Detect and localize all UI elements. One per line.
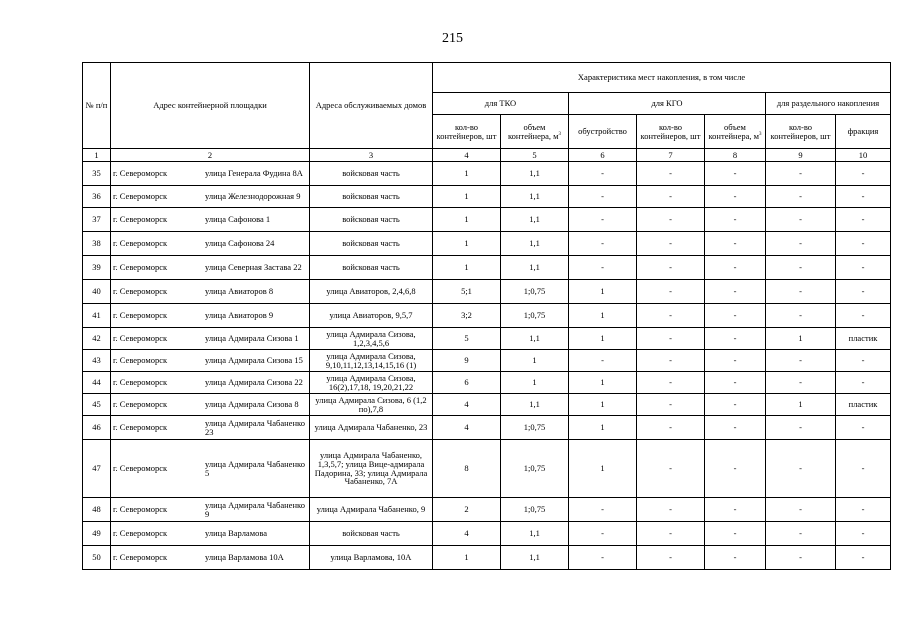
street-name: улица Адмирала Сизова 22 — [205, 377, 303, 388]
tko-count: 6 — [433, 372, 501, 394]
city-name: г. Североморск — [113, 214, 168, 225]
tko-volume: 1,1 — [501, 328, 569, 350]
kgo-count: - — [637, 546, 705, 570]
city-name: г. Североморск — [113, 463, 168, 474]
site-address — [111, 440, 310, 498]
sep-count: 1 — [766, 394, 836, 416]
site-address — [111, 280, 310, 304]
street-name: улица Варламова — [205, 528, 268, 539]
tko-volume: 1,1 — [501, 256, 569, 280]
row-number: 38 — [83, 232, 111, 256]
kgo-arrangement: 1 — [569, 440, 637, 498]
street-name: улица Сафонова 1 — [205, 214, 271, 225]
column-number: 7 — [637, 149, 705, 162]
served-houses: войсковая часть — [310, 522, 433, 546]
served-houses: улица Адмирала Сизова, 16(2),17,18, 19,20,21,22 — [310, 372, 433, 394]
street-name: улица Адмирала Чабаненко 5 — [205, 458, 305, 478]
tko-volume: 1,1 — [501, 522, 569, 546]
sep-fraction: пластик — [836, 328, 891, 350]
sep-fraction: - — [836, 162, 891, 186]
registry-table — [82, 62, 891, 570]
kgo-count: - — [637, 186, 705, 208]
header-kgo-volume: объем контейнера, $м^3$ — [705, 115, 766, 149]
tko-volume: 1;0,75 — [501, 440, 569, 498]
street-name: улица Адмирала Чабаненко 23 — [205, 417, 305, 437]
sep-fraction: - — [836, 416, 891, 440]
table-row — [83, 522, 891, 546]
table-row — [83, 546, 891, 570]
served-houses: войсковая часть — [310, 162, 433, 186]
kgo-count: - — [637, 522, 705, 546]
tko-count: 1 — [433, 208, 501, 232]
sep-fraction: - — [836, 522, 891, 546]
column-number: 1 — [83, 149, 111, 162]
city-name: г. Североморск — [113, 552, 168, 563]
sep-count: - — [766, 440, 836, 498]
kgo-volume: - — [705, 186, 766, 208]
city-name: г. Североморск — [113, 504, 168, 515]
sep-count: - — [766, 304, 836, 328]
kgo-count: - — [637, 256, 705, 280]
table-row — [83, 256, 891, 280]
sep-count: - — [766, 232, 836, 256]
kgo-volume: - — [705, 350, 766, 372]
header-tko-volume: объем контейнера, $м^3$ — [501, 115, 569, 149]
sep-count: - — [766, 416, 836, 440]
site-address — [111, 304, 310, 328]
column-number: 8 — [705, 149, 766, 162]
served-houses: улица Адмирала Чабаненко, 1,3,5,7; улица Вице-адмирала Падорина, 33; улица Адмирала Чабаненко, 7А — [310, 440, 433, 498]
city-name: г. Североморск — [113, 191, 168, 202]
row-number: 43 — [83, 350, 111, 372]
kgo-volume: - — [705, 372, 766, 394]
kgo-arrangement: 1 — [569, 304, 637, 328]
column-number: 4 — [433, 149, 501, 162]
header-tko: для ТКО — [433, 93, 569, 115]
kgo-arrangement: 1 — [569, 416, 637, 440]
served-houses: улица Варламова, 10А — [310, 546, 433, 570]
served-houses: улица Адмирала Чабаненко, 9 — [310, 498, 433, 522]
street-name: улица Авиаторов 9 — [205, 310, 274, 321]
sep-fraction: - — [836, 546, 891, 570]
tko-count: 1 — [433, 186, 501, 208]
street-name: улица Адмирала Сизова 1 — [205, 333, 299, 344]
sep-count: - — [766, 208, 836, 232]
tko-count: 2 — [433, 498, 501, 522]
tko-volume: 1,1 — [501, 162, 569, 186]
sep-count: - — [766, 350, 836, 372]
row-number: 48 — [83, 498, 111, 522]
kgo-count: - — [637, 350, 705, 372]
sep-fraction: пластик — [836, 394, 891, 416]
site-address — [111, 186, 310, 208]
tko-count: 4 — [433, 522, 501, 546]
city-name: г. Североморск — [113, 355, 168, 366]
kgo-volume: - — [705, 256, 766, 280]
table-body — [83, 162, 891, 570]
sep-fraction: - — [836, 304, 891, 328]
kgo-volume: - — [705, 162, 766, 186]
kgo-volume: - — [705, 304, 766, 328]
row-number: 47 — [83, 440, 111, 498]
sep-count: - — [766, 522, 836, 546]
sep-count: - — [766, 162, 836, 186]
city-name: г. Североморск — [113, 399, 168, 410]
kgo-arrangement: - — [569, 350, 637, 372]
sep-fraction: - — [836, 208, 891, 232]
street-name: улица Варламова 10А — [205, 552, 284, 563]
sep-fraction: - — [836, 440, 891, 498]
row-number: 35 — [83, 162, 111, 186]
kgo-volume: - — [705, 416, 766, 440]
kgo-arrangement: - — [569, 498, 637, 522]
row-number: 44 — [83, 372, 111, 394]
kgo-arrangement: 1 — [569, 372, 637, 394]
sep-count: - — [766, 280, 836, 304]
tko-count: 4 — [433, 416, 501, 440]
column-number: 5 — [501, 149, 569, 162]
header-characteristics: Характеристика мест накопления, в том числе — [433, 63, 891, 93]
header-served: Адреса обслуживаемых домов — [310, 63, 433, 149]
tko-volume: 1;0,75 — [501, 304, 569, 328]
header-kgo: для КГО — [569, 93, 766, 115]
tko-volume: 1 — [501, 350, 569, 372]
kgo-count: - — [637, 304, 705, 328]
kgo-volume: - — [705, 394, 766, 416]
served-houses: войсковая часть — [310, 186, 433, 208]
page-number: 215 — [442, 31, 463, 46]
kgo-count: - — [637, 328, 705, 350]
street-name: улица Адмирала Чабаненко 9 — [205, 499, 305, 519]
street-name: улица Адмирала Сизова 15 — [205, 355, 303, 366]
kgo-count: - — [637, 208, 705, 232]
row-number: 39 — [83, 256, 111, 280]
site-address — [111, 232, 310, 256]
tko-count: 3;2 — [433, 304, 501, 328]
tko-count: 1 — [433, 232, 501, 256]
kgo-volume: - — [705, 328, 766, 350]
kgo-count: - — [637, 162, 705, 186]
header-sep-count: кол-во контейнеров, шт — [766, 115, 836, 149]
sep-fraction: - — [836, 498, 891, 522]
row-number: 45 — [83, 394, 111, 416]
sep-fraction: - — [836, 372, 891, 394]
street-name: улица Генерала Фудина 8А — [205, 168, 303, 179]
kgo-arrangement: 1 — [569, 394, 637, 416]
header-tko-count: кол-во контейнеров, шт — [433, 115, 501, 149]
table-row — [83, 372, 891, 394]
kgo-arrangement: 1 — [569, 280, 637, 304]
kgo-arrangement: - — [569, 162, 637, 186]
kgo-arrangement: - — [569, 522, 637, 546]
kgo-count: - — [637, 416, 705, 440]
table-row — [83, 232, 891, 256]
tko-volume: 1;0,75 — [501, 498, 569, 522]
kgo-arrangement: - — [569, 186, 637, 208]
sep-count: 1 — [766, 328, 836, 350]
city-name: г. Североморск — [113, 377, 168, 388]
tko-volume: 1;0,75 — [501, 280, 569, 304]
table-row — [83, 350, 891, 372]
site-address — [111, 208, 310, 232]
kgo-count: - — [637, 440, 705, 498]
tko-volume: 1,1 — [501, 546, 569, 570]
kgo-arrangement: - — [569, 232, 637, 256]
street-name: улица Северная Застава 22 — [205, 262, 302, 273]
street-name: улица Адмирала Сизова 8 — [205, 399, 299, 410]
column-number: 9 — [766, 149, 836, 162]
kgo-count: - — [637, 498, 705, 522]
tko-count: 1 — [433, 256, 501, 280]
sep-count: - — [766, 498, 836, 522]
kgo-volume: - — [705, 208, 766, 232]
table-row — [83, 280, 891, 304]
street-name: улица Железнодорожная 9 — [205, 191, 301, 202]
row-number: 37 — [83, 208, 111, 232]
served-houses: войсковая часть — [310, 208, 433, 232]
city-name: г. Североморск — [113, 286, 168, 297]
row-number: 42 — [83, 328, 111, 350]
sep-count: - — [766, 546, 836, 570]
city-name: г. Североморск — [113, 238, 168, 249]
tko-count: 9 — [433, 350, 501, 372]
tko-count: 5;1 — [433, 280, 501, 304]
tko-count: 1 — [433, 546, 501, 570]
kgo-volume: - — [705, 498, 766, 522]
kgo-volume: - — [705, 232, 766, 256]
tko-volume: 1,1 — [501, 394, 569, 416]
header-kgo-arrangement: обустройство — [569, 115, 637, 149]
table-row — [83, 394, 891, 416]
sep-fraction: - — [836, 280, 891, 304]
kgo-count: - — [637, 232, 705, 256]
sep-count: - — [766, 372, 836, 394]
kgo-volume: - — [705, 522, 766, 546]
sep-fraction: - — [836, 256, 891, 280]
site-address — [111, 328, 310, 350]
header-num: № п/п — [83, 63, 111, 149]
served-houses: улица Авиаторов, 9,5,7 — [310, 304, 433, 328]
header-kgo-count: кол-во контейнеров, шт — [637, 115, 705, 149]
column-number: 6 — [569, 149, 637, 162]
city-name: г. Североморск — [113, 310, 168, 321]
tko-count: 1 — [433, 162, 501, 186]
row-number: 46 — [83, 416, 111, 440]
row-number: 36 — [83, 186, 111, 208]
site-address — [111, 498, 310, 522]
tko-volume: 1 — [501, 372, 569, 394]
kgo-volume: - — [705, 440, 766, 498]
table-row — [83, 162, 891, 186]
site-address — [111, 546, 310, 570]
column-number: 2 — [111, 149, 310, 162]
kgo-arrangement: - — [569, 208, 637, 232]
tko-volume: 1,1 — [501, 186, 569, 208]
site-address — [111, 350, 310, 372]
kgo-count: - — [637, 372, 705, 394]
table-row — [83, 498, 891, 522]
column-number: 3 — [310, 149, 433, 162]
kgo-arrangement: - — [569, 546, 637, 570]
header-separate: для раздельного накопления — [766, 93, 891, 115]
site-address — [111, 256, 310, 280]
table-row — [83, 328, 891, 350]
table-row — [83, 416, 891, 440]
city-name: г. Североморск — [113, 422, 168, 433]
row-number: 41 — [83, 304, 111, 328]
street-name: улица Сафонова 24 — [205, 238, 275, 249]
header-address: Адрес контейнерной площадки — [111, 63, 310, 149]
row-number: 50 — [83, 546, 111, 570]
tko-count: 4 — [433, 394, 501, 416]
sep-count: - — [766, 186, 836, 208]
table-row — [83, 186, 891, 208]
kgo-count: - — [637, 280, 705, 304]
column-numbers-row — [83, 149, 891, 162]
site-address — [111, 522, 310, 546]
site-address — [111, 394, 310, 416]
served-houses: улица Адмирала Чабаненко, 23 — [310, 416, 433, 440]
kgo-arrangement: 1 — [569, 328, 637, 350]
column-number: 10 — [836, 149, 891, 162]
served-houses: улица Авиаторов, 2,4,6,8 — [310, 280, 433, 304]
tko-volume: 1;0,75 — [501, 416, 569, 440]
row-number: 40 — [83, 280, 111, 304]
kgo-volume: - — [705, 280, 766, 304]
tko-volume: 1,1 — [501, 232, 569, 256]
city-name: г. Североморск — [113, 528, 168, 539]
sep-count: - — [766, 256, 836, 280]
city-name: г. Североморск — [113, 168, 168, 179]
site-address — [111, 372, 310, 394]
site-address — [111, 162, 310, 186]
sep-fraction: - — [836, 350, 891, 372]
table-row — [83, 304, 891, 328]
table-row — [83, 440, 891, 498]
served-houses: улица Адмирала Сизова, 1,2,3,4,5,6 — [310, 328, 433, 350]
row-number: 49 — [83, 522, 111, 546]
city-name: г. Североморск — [113, 262, 168, 273]
tko-volume: 1,1 — [501, 208, 569, 232]
served-houses: войсковая часть — [310, 232, 433, 256]
kgo-arrangement: - — [569, 256, 637, 280]
served-houses: войсковая часть — [310, 256, 433, 280]
served-houses: улица Адмирала Сизова, 6 (1,2 по),7,8 — [310, 394, 433, 416]
kgo-count: - — [637, 394, 705, 416]
sep-fraction: - — [836, 232, 891, 256]
served-houses: улица Адмирала Сизова, 9,10,11,12,13,14,15,16 (1) — [310, 350, 433, 372]
kgo-volume: - — [705, 546, 766, 570]
table-row — [83, 208, 891, 232]
tko-count: 8 — [433, 440, 501, 498]
street-name: улица Авиаторов 8 — [205, 286, 274, 297]
sep-fraction: - — [836, 186, 891, 208]
tko-count: 5 — [433, 328, 501, 350]
site-address — [111, 416, 310, 440]
header-sep-fraction: фракция — [836, 115, 891, 149]
city-name: г. Североморск — [113, 333, 168, 344]
